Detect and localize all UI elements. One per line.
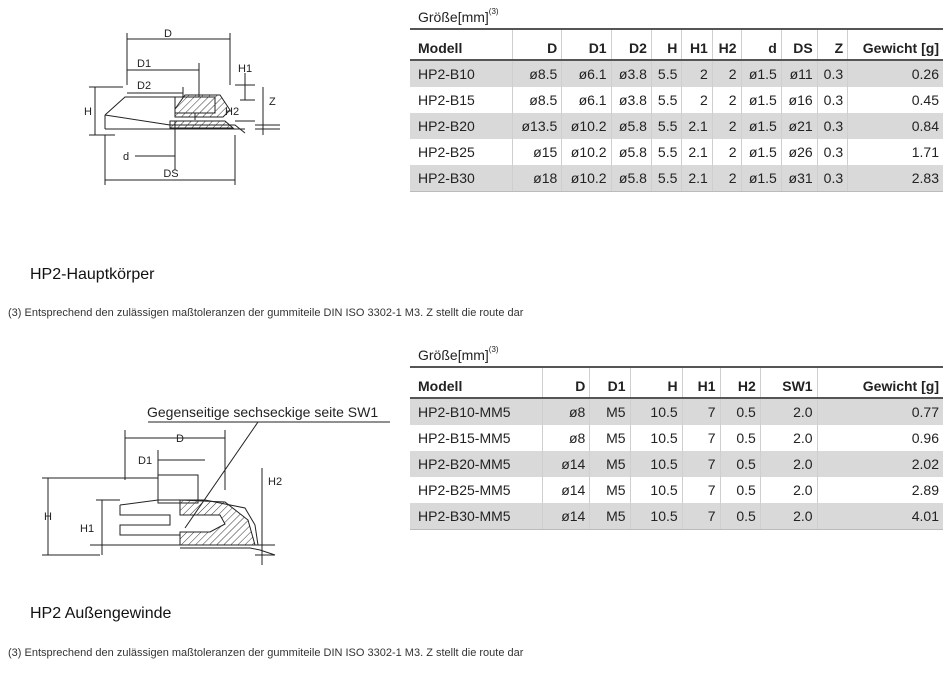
footnote-1: (3) Entsprechend den zulässigen maßtoleranzen der gummiteile DIN ISO 3302-1 M3. Z stellt die route dar xyxy=(8,307,524,319)
table-row xyxy=(410,477,943,503)
table-cell: 5.5 xyxy=(651,60,681,87)
table-cell: 5.5 xyxy=(651,139,681,165)
table-row xyxy=(410,139,943,165)
table-cell: 5.5 xyxy=(651,87,681,113)
column-header: Modell xyxy=(410,367,543,398)
table-cell: 0.5 xyxy=(720,451,760,477)
table-cell: 7 xyxy=(682,425,720,451)
diagram-label-D1: D1 xyxy=(138,455,153,467)
table-cell: 0.5 xyxy=(720,503,760,530)
table-cell: 10.5 xyxy=(630,398,682,425)
table-cell: ø5.8 xyxy=(611,165,651,192)
table-cell: HP2-B15-MM5 xyxy=(418,430,511,446)
table-cell: HP2-B20 xyxy=(410,113,513,139)
size-label: Größe xyxy=(418,9,458,25)
size-caption-1 xyxy=(418,9,499,25)
table-cell: 0.96 xyxy=(817,425,943,451)
table-cell: 2.89 xyxy=(817,477,943,503)
table-cell: ø14 xyxy=(543,477,590,503)
table-cell: ø5.8 xyxy=(611,113,651,139)
table-row xyxy=(410,87,943,113)
table-cell: ø18 xyxy=(513,165,562,192)
section-title-hauptkoerper: HP2-Hauptkörper xyxy=(30,266,155,283)
table-cell: ø26 xyxy=(781,139,817,165)
table-cell: ø6.1 xyxy=(562,60,611,87)
column-header: Gewicht [g] xyxy=(817,367,943,398)
footnote-2: (3) Entsprechend den zulässigen maßtoleranzen der gummiteile DIN ISO 3302-1 M3. Z stellt die route dar xyxy=(8,647,524,659)
table-cell: 10.5 xyxy=(630,451,682,477)
table-cell: HP2-B25 xyxy=(418,144,475,160)
table-row xyxy=(410,451,943,477)
sw1-callout: Gegenseitige sechseckige seite SW1 xyxy=(147,404,379,420)
column-header: D xyxy=(543,367,590,398)
table-cell: 2 xyxy=(712,165,741,192)
table-cell: ø1.5 xyxy=(741,87,781,113)
table-cell: 2.83 xyxy=(848,165,943,192)
unit-label: [mm] xyxy=(457,9,489,25)
table-cell: ø8 xyxy=(543,425,590,451)
column-header: Z xyxy=(817,29,847,60)
table-cell: ø8.5 xyxy=(513,87,562,113)
table-cell: ø3.8 xyxy=(611,60,651,87)
column-header: H2 xyxy=(712,29,741,60)
column-header: H2 xyxy=(720,367,760,398)
table-cell: ø16 xyxy=(781,87,817,113)
table-cell: ø10.2 xyxy=(562,139,611,165)
column-header: D1 xyxy=(590,367,630,398)
table-cell: 10.5 xyxy=(630,425,682,451)
column-header: d xyxy=(741,29,781,60)
table-cell: 2 xyxy=(712,113,741,139)
table-cell: ø10.2 xyxy=(562,113,611,139)
size-label: Größe xyxy=(418,347,458,363)
column-header: D1 xyxy=(562,29,611,60)
column-header: SW1 xyxy=(760,367,817,398)
table-cell: 2.0 xyxy=(760,451,817,477)
column-header: Modell xyxy=(410,29,513,60)
table-cell: 10.5 xyxy=(630,477,682,503)
table-cell: HP2-B20-MM5 xyxy=(410,451,543,477)
table-cell: 2.1 xyxy=(682,165,712,192)
table-header-row xyxy=(410,367,943,398)
table-row xyxy=(410,398,943,425)
table-cell: 0.5 xyxy=(720,477,760,503)
aussengewinde-drawing xyxy=(30,420,390,590)
column-header: D xyxy=(513,29,562,60)
diagram-label-H1: H1 xyxy=(238,63,253,75)
table-cell: 2.0 xyxy=(760,425,817,451)
table-cell: M5 xyxy=(590,477,630,503)
table-cell: ø8.5 xyxy=(513,60,562,87)
hauptkoerper-drawing xyxy=(75,25,285,195)
table-cell: 2.1 xyxy=(682,113,712,139)
table-cell: 7 xyxy=(682,503,720,530)
table-cell: 5.5 xyxy=(651,165,681,192)
column-header: H1 xyxy=(682,367,720,398)
table-cell: 2 xyxy=(712,60,741,87)
table-cell: 0.45 xyxy=(848,87,943,113)
table-cell: 2.1 xyxy=(682,139,712,165)
table-cell: 2 xyxy=(682,87,712,113)
table-cell: 10.5 xyxy=(630,503,682,530)
table-cell: HP2-B30 xyxy=(410,165,513,192)
table-cell: ø1.5 xyxy=(741,113,781,139)
diagram-label-D: D xyxy=(164,28,172,40)
table-row xyxy=(410,165,943,192)
table-cell: ø3.8 xyxy=(611,87,651,113)
table-cell: ø1.5 xyxy=(741,60,781,87)
spec-table-hauptkoerper xyxy=(410,28,943,192)
table-cell: 0.3 xyxy=(817,165,847,192)
table-cell: HP2-B25-MM5 xyxy=(418,482,511,498)
table-cell: ø1.5 xyxy=(741,165,781,192)
table-cell: ø11 xyxy=(781,60,817,87)
column-header: H1 xyxy=(682,29,712,60)
table-cell: M5 xyxy=(590,503,630,530)
table-cell: 1.71 xyxy=(848,139,943,165)
diagram-label-D: D xyxy=(176,433,184,445)
column-header: H xyxy=(651,29,681,60)
unit-label: [mm] xyxy=(457,347,489,363)
diagram-label-H: H xyxy=(84,106,92,118)
table-cell: 0.84 xyxy=(848,113,943,139)
diagram-label-D1: D1 xyxy=(137,58,152,70)
diagram-label-H2: H2 xyxy=(268,476,283,488)
table-cell: ø5.8 xyxy=(611,139,651,165)
table-row xyxy=(410,113,943,139)
table-cell: 2.0 xyxy=(760,398,817,425)
spec-table-aussengewinde xyxy=(410,366,943,530)
size-caption-2 xyxy=(418,347,499,363)
table-cell: 2.0 xyxy=(760,503,817,530)
table-body-2 xyxy=(410,398,943,530)
table-cell: 5.5 xyxy=(651,113,681,139)
table-cell: ø31 xyxy=(781,165,817,192)
table-cell: 2 xyxy=(712,87,741,113)
table-cell: HP2-B15 xyxy=(418,92,475,108)
diagram-label-D2: D2 xyxy=(137,80,152,92)
table-cell: 0.5 xyxy=(720,398,760,425)
column-header: DS xyxy=(781,29,817,60)
table-cell: ø1.5 xyxy=(741,139,781,165)
table-cell: 2 xyxy=(682,60,712,87)
table-cell: 2.02 xyxy=(817,451,943,477)
table-cell: ø6.1 xyxy=(562,87,611,113)
table-cell: 0.26 xyxy=(848,60,943,87)
note-mark: (3) xyxy=(488,7,499,17)
table-cell: 0.3 xyxy=(817,139,847,165)
table-cell: M5 xyxy=(590,425,630,451)
diagram-label-Z: Z xyxy=(269,96,276,108)
table-row xyxy=(410,503,943,530)
table-cell: 7 xyxy=(682,451,720,477)
table-cell: 0.5 xyxy=(720,425,760,451)
table-cell: 0.3 xyxy=(817,87,847,113)
table-cell: 2.0 xyxy=(760,477,817,503)
table-cell: 7 xyxy=(682,398,720,425)
table-cell: 0.3 xyxy=(817,60,847,87)
note-mark: (3) xyxy=(488,345,499,355)
table-cell: ø10.2 xyxy=(562,165,611,192)
table-cell: 0.3 xyxy=(817,113,847,139)
column-header: D2 xyxy=(611,29,651,60)
column-header: H xyxy=(630,367,682,398)
table-cell: 0.77 xyxy=(817,398,943,425)
table-cell: HP2-B10 xyxy=(410,60,513,87)
table-cell: ø15 xyxy=(513,139,562,165)
table-cell: ø14 xyxy=(543,451,590,477)
table-header-row xyxy=(410,29,943,60)
table-cell: ø14 xyxy=(543,503,590,530)
diagram-label-d: d xyxy=(123,151,130,163)
section-title-aussengewinde: HP2 Außengewinde xyxy=(30,605,172,622)
table-cell: M5 xyxy=(590,451,630,477)
table-cell: M5 xyxy=(590,398,630,425)
table-body-1 xyxy=(410,60,943,192)
table-row xyxy=(410,60,943,87)
table-row xyxy=(410,425,943,451)
column-header: Gewicht [g] xyxy=(848,29,943,60)
table-cell: HP2-B10-MM5 xyxy=(410,398,543,425)
table-cell: ø21 xyxy=(781,113,817,139)
diagram-label-H1: H1 xyxy=(80,523,95,535)
diagram-label-H: H xyxy=(44,511,52,523)
table-cell: 7 xyxy=(682,477,720,503)
diagram-label-H2: H2 xyxy=(225,106,240,118)
table-cell: 4.01 xyxy=(817,503,943,530)
table-cell: ø13.5 xyxy=(513,113,562,139)
table-cell: ø8 xyxy=(543,398,590,425)
table-cell: 2 xyxy=(712,139,741,165)
table-cell: HP2-B30-MM5 xyxy=(410,503,543,530)
diagram-label-DS: DS xyxy=(163,168,179,180)
